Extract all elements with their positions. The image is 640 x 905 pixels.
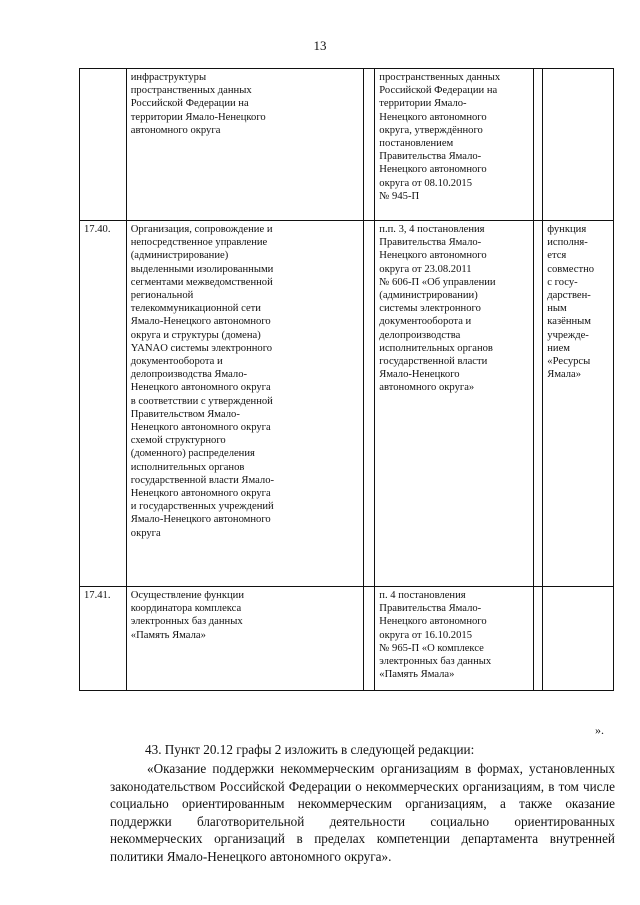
note-text [543, 69, 614, 221]
row-number [80, 69, 127, 221]
table-row [80, 69, 614, 221]
table-row [80, 221, 614, 587]
empty-cell [364, 587, 375, 691]
amendment-heading: 43. Пункт 20.12 графы 2 изложить в следующей редакции: [145, 742, 475, 757]
amendment-text: «Оказание поддержки некоммерческим организациям в формах, установленных законодательством Российской Федерации о некоммерческих организациям, в том числе социально ориентированным некоммерческим организациям, а также оказание поддержки благотворительной деятельности социально ориентированных некоммерческих организаций в пределах компетенции департамента внутренней политики Ямало-Ненецкого автономного округа». [110, 761, 615, 864]
empty-cell [534, 587, 543, 691]
legal-basis-text: п.п. 3, 4 постановления Правительства Ямало- Ненецкого автономного округа от 23.08.2011 № 606-П «Об управлении (администрировании) системы электронного документооборота и делопроизводства исполнительных органов государственной власти Ямало-Ненецкого автономного округа» [375, 221, 534, 587]
function-text: Осуществление функции координатора комплекса электронных баз данных «Память Ямала» [126, 587, 364, 691]
legal-basis-text: пространственных данных Российской Федерации на территории Ямало- Ненецкого автономного округа, утверждённого постановлением Правительства Ямало- Ненецкого автономного округа от 08.10.2015 № 945-П [375, 69, 534, 221]
note-text [543, 587, 614, 691]
row-number: 17.40. [80, 221, 127, 587]
page-number: 13 [313, 38, 327, 53]
empty-cell [534, 69, 543, 221]
empty-cell [364, 221, 375, 587]
empty-cell [364, 69, 375, 221]
table-row [80, 587, 614, 691]
row-number: 17.41. [80, 587, 127, 691]
functions-table [79, 68, 614, 691]
function-text: инфраструктуры пространственных данных Российской Федерации на территории Ямало-Ненецкого автономного округа [126, 69, 364, 221]
legal-basis-text: п. 4 постановления Правительства Ямало- Ненецкого автономного округа от 16.10.2015 № 965-П «О комплексе электронных баз данных «Память Ямала» [375, 587, 534, 691]
function-text: Организация, сопровождение и непосредственное управление (администрирование) выделенными изолированными сегментами межведомственной региональной телекоммуникационной сети Ямало-Ненецкого автономного округа и структуры (домена) YANAO системы электронного документооборота и делопроизводства Ямало- Ненецкого автономного округа в соответствии с утвержденной Правительством Ямало- Ненецкого автономного округа схемой структурного (доменного) распределения исполнительных органов государственной власти Ямало- Ненецкого автономного округа и государственных учреждений Ямало-Ненецкого автономного округа [126, 221, 364, 587]
closing-quote: ». [595, 723, 604, 737]
note-text: функция исполня- ется совместно с госу- дарствен- ным казённым учрежде- нием «Ресурсы Ямала» [543, 221, 614, 587]
empty-cell [534, 221, 543, 587]
